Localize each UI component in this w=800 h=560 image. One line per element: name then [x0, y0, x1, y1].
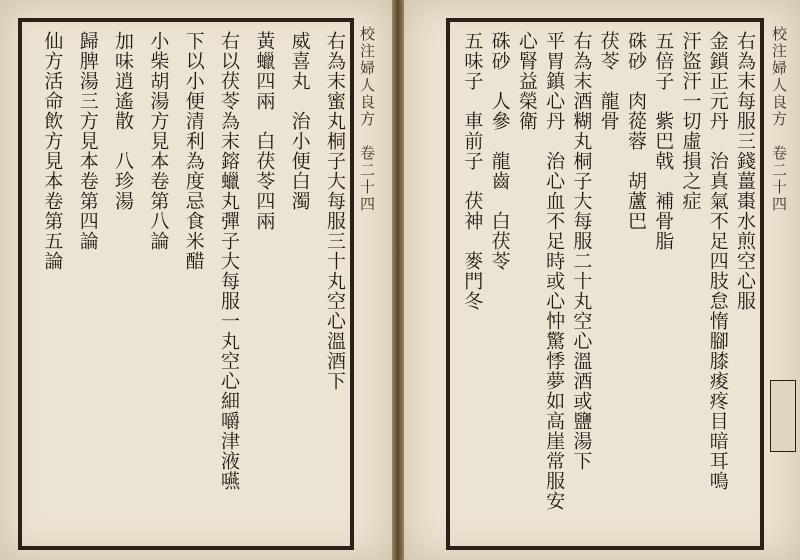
text-column: 加味逍遙散 八珍湯	[112, 31, 135, 211]
text-column: 五味子 車前子 茯神 麥門冬	[461, 31, 484, 311]
left-page-frame	[18, 18, 354, 550]
text-column: 右為末酒糊丸桐子大每服二十丸空心溫酒或鹽湯下	[570, 31, 593, 471]
book-gutter	[392, 0, 404, 560]
text-column: 小柴胡湯方見本卷第八論	[147, 31, 170, 251]
text-column: 金鎖正元丹 治真氣不足四肢怠惰腳膝痠疼目暗耳鳴	[706, 31, 729, 491]
text-column: 仙方活命飲方見本卷第五論	[41, 31, 64, 271]
text-column: 黃蠟四兩 白茯苓四兩	[253, 31, 276, 231]
left-page	[0, 0, 392, 560]
text-column: 下以小便清利為度忌食米醋	[182, 31, 205, 271]
text-column: 五倍子 紫巴戟 補骨脂	[652, 31, 675, 251]
text-column: 茯苓 龍骨	[597, 31, 620, 131]
text-column: 汗盜汗一切虛損之症	[679, 31, 702, 211]
right-text-columns	[455, 27, 755, 541]
text-column: 硃砂 人參 龍齒 白茯苓	[488, 31, 511, 271]
right-margin-title: 校注婦人良方 卷二十四	[770, 26, 788, 213]
text-column: 右以茯苓為末鎔蠟丸彈子大每服一丸空心細嚼津液嚥	[218, 31, 241, 491]
page-number-block	[770, 380, 796, 452]
text-column: 威喜丸 治小便白濁	[288, 31, 311, 211]
right-page	[404, 0, 800, 560]
text-column: 歸脾湯三方見本卷第四論	[76, 31, 99, 251]
text-column: 右為末蜜丸桐子大每服三十丸空心溫酒下	[324, 31, 346, 391]
right-page-frame	[446, 18, 764, 550]
text-column: 右為末每服三錢薑棗水煎空心服	[734, 31, 756, 311]
left-margin-title: 校注婦人良方 卷二十四	[358, 26, 376, 213]
text-column: 心腎益榮衛	[515, 31, 538, 131]
text-column: 硃砂 肉蓯蓉 胡蘆巴	[624, 31, 647, 231]
text-column: 平胃鎮心丹 治心血不足時或心忡驚悸夢如高崖常服安	[543, 31, 566, 511]
left-text-columns	[27, 27, 345, 541]
